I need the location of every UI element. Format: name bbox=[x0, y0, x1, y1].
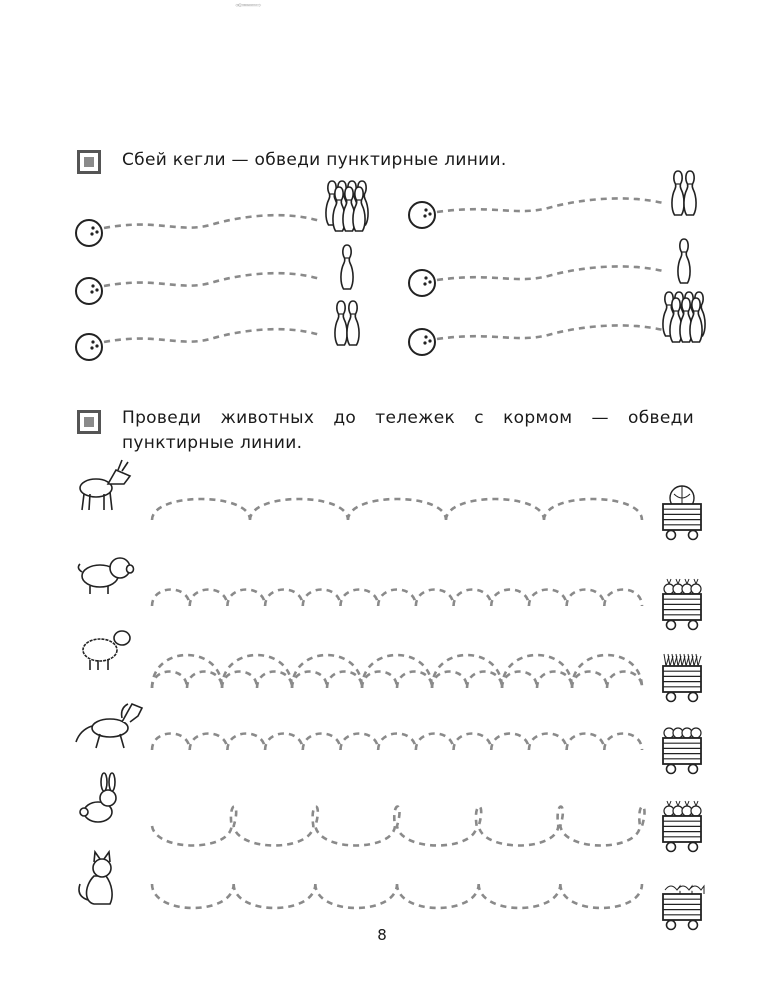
trace-row-4 bbox=[152, 734, 642, 751]
task2-instruction: Проведи животных до тележек с кормом — обведи пунктирные линии. bbox=[122, 408, 694, 453]
animal-goat-icon bbox=[80, 460, 130, 510]
cart-vegetables-icon bbox=[663, 579, 701, 630]
cart-carrots-icon bbox=[663, 801, 701, 852]
cart-grass-icon bbox=[663, 654, 701, 702]
page-number: 8 bbox=[377, 926, 387, 944]
task1-instruction: Сбей кегли — обведи пунктирные линии. bbox=[122, 150, 507, 170]
animal-rabbit-icon bbox=[80, 773, 116, 822]
cart-cabbage-icon bbox=[663, 486, 701, 540]
animal-cat-icon bbox=[79, 852, 112, 904]
cart-apples-icon bbox=[663, 728, 701, 774]
cart-fish-icon bbox=[663, 886, 704, 930]
animal-horse-icon bbox=[76, 704, 142, 748]
trace-row-2 bbox=[152, 590, 642, 607]
trace-row-3 bbox=[152, 655, 642, 688]
trace-row-6 bbox=[152, 884, 642, 908]
animal-sheep-icon bbox=[83, 631, 130, 670]
trace-row-5 bbox=[152, 807, 645, 846]
trace-row-1 bbox=[152, 499, 642, 520]
animal-pig-icon bbox=[78, 558, 133, 594]
